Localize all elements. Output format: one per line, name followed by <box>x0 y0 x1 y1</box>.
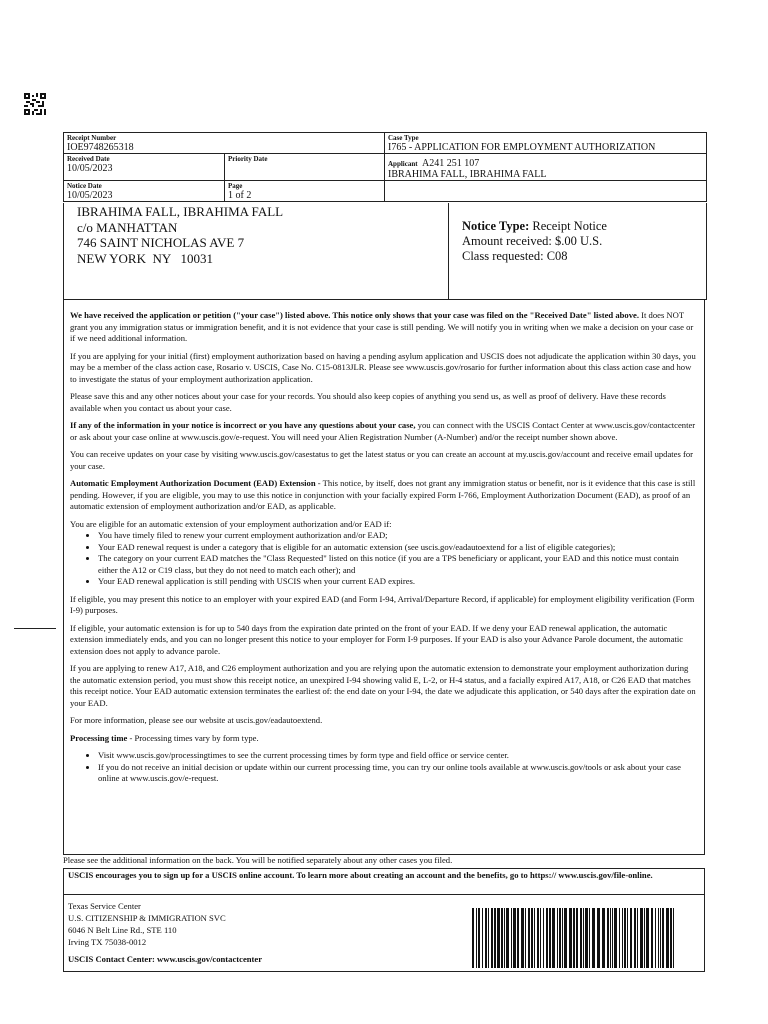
address-line-4: NEW YORK NY 10031 <box>77 250 214 266</box>
paragraph-7: You are eligible for an automatic extension of your employment authorization and/or EAD if: <box>70 518 392 529</box>
fold-mark <box>14 628 56 629</box>
list-item: • If you do not receive an initial decision or update within our current processing time, you can try our online tools available at www.uscis.gov/tools or ask about your case online at www.uscis.gov/e-request. <box>98 762 698 785</box>
paragraph-1-text: It does NOT grant you any immigration status or immigration benefit, and it is not evidence that your case is still pending. We will notify you in writing when we make a decision on your case or if we need additional information. <box>70 310 694 343</box>
address-line-1: IBRAHIMA FALL, IBRAHIMA FALL <box>77 204 284 219</box>
applicant-label: Applicant <box>388 160 418 168</box>
receipt-number-label: Receipt Number <box>67 134 117 142</box>
barcode-icon <box>472 908 674 968</box>
paragraph-9: If eligible, your automatic extension is for up to 540 days from the expiration date printed on the front of your EAD. If we deny your EAD renewal application, the automatic extension immediately ends, and you can no longer present this notice to your employer for Form I-9 purposes. If your EAD is also your Advance Parole document, the automatic extension does not apply to advance parole. <box>70 622 684 656</box>
paragraph-12-text: - Processing times vary by form type. <box>127 732 259 743</box>
paragraph-4-bold: If any of the information in your notice is incorrect or you have any questions about your case, <box>70 420 416 430</box>
case-type-cell <box>385 133 705 153</box>
qr-code-icon <box>24 93 46 115</box>
list-item: • The category on your current EAD matches the "Class Requested" listed on this notice (if you are a TPS beneficiary or applicant, your EAD and this notice must contain either the A12 or C19 class, but they do not need to match each other); and <box>98 553 698 576</box>
received-date-label: Received Date <box>67 155 110 163</box>
processing-list <box>70 750 698 785</box>
notice-date: 10/05/2023 <box>67 190 113 201</box>
office-line-2: U.S. CITIZENSHIP & IMMIGRATION SVC <box>68 913 226 923</box>
office-line-4: Irving TX 75038-0012 <box>68 937 147 947</box>
paragraph-5: You can receive updates on your case by visiting www.uscis.gov/casestatus to get the latest status or you can create an account at my.uscis.gov/account and receive email updates for your case. <box>70 449 694 471</box>
notice-type-value: Receipt Notice <box>532 219 607 233</box>
paragraph-6 <box>70 478 698 513</box>
list-item: • Your EAD renewal request is under a category that is eligible for an automatic extension (see uscis.gov/eadautoextend for a list of eligible categories); <box>98 542 698 554</box>
list-item: • Visit www.uscis.gov/processingtimes to see the current processing times by form type and field office or service center. <box>98 750 698 762</box>
paragraph-1 <box>70 310 698 345</box>
eligibility-list <box>70 530 698 588</box>
address-line-2: c/o MANHATTAN <box>77 219 178 235</box>
notice-body <box>63 299 705 855</box>
contact-center: USCIS Contact Center: www.uscis.gov/contactcenter <box>68 954 263 964</box>
receipt-number: IOE9748265318 <box>67 142 134 153</box>
case-type: I765 - APPLICATION FOR EMPLOYMENT AUTHORIZATION <box>388 142 656 153</box>
paragraph-12-bold: Processing time <box>70 732 128 743</box>
paragraph-11: For more information, please see our website at uscis.gov/eadautoextend. <box>70 715 323 725</box>
applicant-cell <box>385 154 705 180</box>
paragraph-10: If you are applying to renew A17, A18, and C26 employment authorization and you are relying upon the automatic extension to demonstrate your employment authorization during the automatic extension period, you must show this receipt notice, an unexpired I-94 showing valid E, L-2, or H-4 status, and a facially expired A17, A18, or C26 EAD that matches this receipt notice. Your EAD automatic extension terminates the earliest of: the end date on your I-94, the date we adjudicate this application, or 540 days after the expiration date on your EAD. <box>70 663 696 708</box>
paragraph-4-text: you can connect with the USCIS Contact Center at www.uscis.gov/contactcenter or ask about your case online at www.uscis.gov/e-request. You will need your Alien Registration Number (A-Number) and/or the receipt number shown above. <box>70 420 696 442</box>
paragraph-12 <box>70 733 698 745</box>
paragraph-6-bold: Automatic Employment Authorization Document (EAD) Extension <box>70 478 316 488</box>
notice-date-label: Notice Date <box>67 182 102 190</box>
case-header-table <box>63 132 707 202</box>
received-date-cell <box>64 154 225 180</box>
applicant-number: A241 251 107 <box>422 158 480 169</box>
online-account-notice: USCIS encourages you to sign up for a USCIS online account. To learn more about creating an account and the benefits, go to https:// www.uscis.gov/file-online. <box>63 868 705 895</box>
paragraph-2: If you are applying for your initial (first) employment authorization based on having a pending asylum application and USCIS does not adjudicate the application within 30 days, you may be a member of the class action case, Rosario v. USCIS, Case No. C15-0813JLR. Please see www.uscis.gov/rosario for further information about this class action case and how to investigate the status of your employment authorization application. <box>70 350 696 384</box>
mailing-address <box>64 203 449 299</box>
empty-cell <box>385 181 705 201</box>
case-type-label: Case Type <box>388 134 419 142</box>
paragraph-1-bold: We have received the application or petition ("your case") listed above. This notice only shows that your case was filed on the "Received Date" listed above. <box>70 310 639 320</box>
notice-date-cell <box>64 181 225 201</box>
back-page-note: Please see the additional information on the back. You will be notified separately about any other cases you filed. <box>63 855 453 865</box>
office-line-1: Texas Service Center <box>68 901 141 911</box>
paragraph-8: If eligible, you may present this notice to an employer with your expired EAD (and Form I-94, Arrival/Departure Record, if applicable) for employment eligibility verification (Form I-9) purposes. <box>70 593 695 615</box>
paragraph-3: Please save this and any other notices about your case for your records. You should also keep copies of anything you send us, as well as proof of delivery. Have these records available when you contact us about your case. <box>70 391 666 413</box>
address-line-3: 746 SAINT NICHOLAS AVE 7 <box>77 235 245 250</box>
page-cell <box>225 181 385 201</box>
address-block <box>63 203 707 300</box>
class-requested: Class requested: C08 <box>462 249 568 263</box>
office-line-3: 6046 N Belt Line Rd., STE 110 <box>68 925 177 935</box>
received-date: 10/05/2023 <box>67 163 113 174</box>
list-item: • You have timely filed to renew your current employment authorization and/or EAD; <box>98 530 698 542</box>
priority-date-cell <box>225 154 385 180</box>
page-label: Page <box>228 182 243 190</box>
receipt-number-cell <box>64 133 385 153</box>
list-item: • Your EAD renewal application is still pending with USCIS when your current EAD expires. <box>98 576 698 588</box>
priority-date-label: Priority Date <box>228 155 268 163</box>
notice-summary <box>449 203 607 299</box>
paragraph-6-text: - This notice, by itself, does not grant any immigration status or benefit, nor is it evidence that this case is still pending. However, if you are eligible, you may to use this notice in conjunction with your facially expired Form I-766, Employment Authorization Document (EAD), as proof of an automatic extension of employment authorization and/or EAD, as applicable. <box>70 478 696 511</box>
paragraph-4 <box>70 420 698 443</box>
amount-received: Amount received: $.00 U.S. <box>462 234 603 248</box>
notice-type-label: Notice Type: <box>462 219 530 233</box>
page-value: 1 of 2 <box>228 190 252 201</box>
applicant-name: IBRAHIMA FALL, IBRAHIMA FALL <box>388 169 547 180</box>
